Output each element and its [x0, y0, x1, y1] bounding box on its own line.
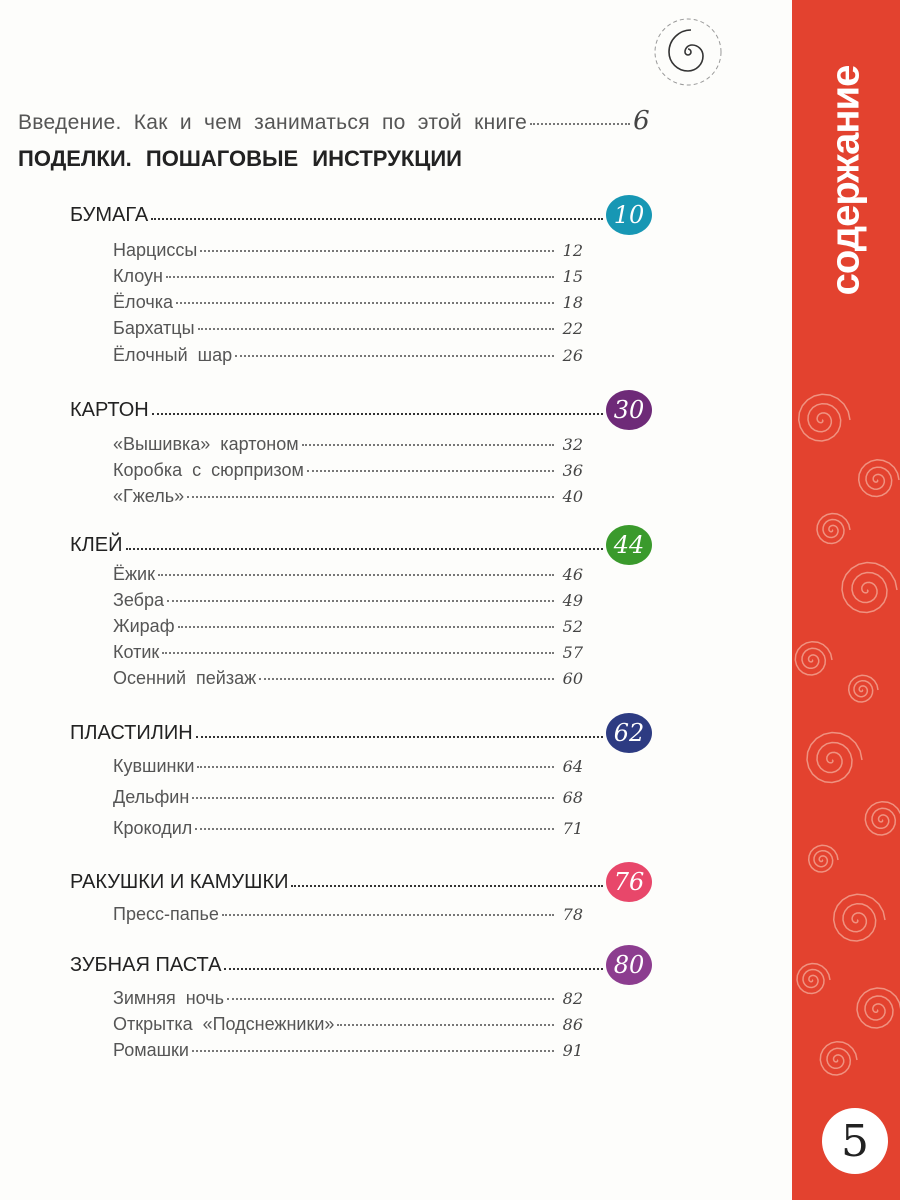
section-page-badge: 62 — [606, 713, 652, 753]
dot-leader — [158, 574, 554, 576]
toc-entry[interactable] — [113, 434, 583, 455]
toc-entry[interactable] — [113, 756, 583, 777]
entry-page: 82 — [562, 989, 583, 1008]
section-title: КЛЕЙ — [70, 533, 123, 556]
entry-page: 86 — [562, 1015, 583, 1034]
toc-section[interactable] — [70, 860, 652, 904]
toc-section[interactable] — [70, 388, 652, 432]
entry-page: 78 — [562, 905, 583, 924]
dot-leader — [176, 302, 554, 304]
entry-label: «Вышивка» картоном — [113, 434, 299, 454]
swirl-mark — [795, 642, 832, 675]
entry-label: Осенний пейзаж — [113, 668, 257, 688]
section-title: БУМАГА — [70, 203, 149, 226]
swirl-mark — [842, 563, 897, 613]
entry-label: Зебра — [113, 590, 165, 610]
intro-label: Введение. Как и чем заниматься по этой книге — [18, 111, 528, 134]
toc-entry[interactable] — [113, 616, 583, 637]
entry-page: 68 — [562, 788, 583, 807]
entry-label: Клоун — [113, 266, 163, 286]
entry-label: Дельфин — [113, 787, 190, 807]
swirl-mark — [817, 514, 850, 544]
toc-entry[interactable] — [113, 1040, 583, 1061]
dot-leader — [235, 355, 554, 357]
dot-leader — [151, 218, 603, 220]
swirl-mark — [834, 894, 885, 941]
intro-page: 6 — [633, 106, 650, 136]
swirl-mark — [809, 845, 838, 872]
dot-leader — [126, 548, 604, 550]
entry-page: 52 — [562, 617, 583, 636]
section-page-badge: 10 — [606, 195, 652, 235]
dot-leader — [224, 968, 603, 970]
entry-label: Ёлочный шар — [113, 345, 233, 365]
part-heading: ПОДЕЛКИ. ПОШАГОВЫЕ ИНСТРУКЦИИ — [18, 146, 462, 171]
entry-label: Котик — [113, 642, 160, 662]
entry-page: 22 — [562, 319, 583, 338]
page-number: 5 — [822, 1108, 888, 1174]
toc-entry[interactable] — [113, 590, 583, 611]
entry-page: 18 — [562, 293, 583, 312]
toc-entry[interactable] — [113, 292, 583, 313]
toc-entry[interactable] — [113, 787, 583, 808]
entry-label: Крокодил — [113, 818, 193, 838]
swirl-pattern — [792, 360, 900, 1100]
dot-leader — [196, 736, 603, 738]
entry-label: Пресс-папье — [113, 904, 219, 924]
entry-page: 26 — [562, 346, 583, 365]
entry-label: Ёжик — [113, 564, 155, 584]
swirl-mark — [849, 675, 878, 702]
entry-label: Ромашки — [113, 1040, 189, 1060]
entry-page: 71 — [562, 819, 583, 838]
toc-section[interactable] — [70, 523, 652, 567]
entry-page: 46 — [562, 565, 583, 584]
section-page-badge: 80 — [606, 945, 652, 985]
dot-leader — [259, 678, 554, 680]
entry-label: Зимняя ночь — [113, 988, 225, 1008]
section-title: ПЛАСТИЛИН — [70, 721, 193, 744]
entry-label: Бархатцы — [113, 318, 195, 338]
dot-leader — [167, 600, 554, 602]
toc-entry[interactable] — [113, 1014, 583, 1035]
toc-entry[interactable] — [113, 904, 583, 925]
swirl-mark — [859, 460, 899, 497]
swirl-mark — [820, 1042, 857, 1075]
dot-leader — [198, 328, 554, 330]
toc-section[interactable] — [70, 711, 652, 755]
swirl-mark — [799, 394, 850, 441]
dot-leader — [187, 496, 554, 498]
dot-leader — [291, 885, 603, 887]
toc-entry[interactable] — [113, 486, 583, 507]
toc-entry[interactable] — [113, 668, 583, 689]
dot-leader — [227, 998, 554, 1000]
swirl-mark — [865, 802, 900, 835]
entry-label: Коробка с сюрпризом — [113, 460, 304, 480]
entry-page: 15 — [562, 267, 583, 286]
entry-label: Ёлочка — [113, 292, 173, 312]
entry-page: 64 — [562, 757, 583, 776]
toc-entry[interactable] — [113, 266, 583, 287]
toc-entry[interactable] — [113, 318, 583, 339]
toc-entry[interactable] — [113, 988, 583, 1009]
section-title: ЗУБНАЯ ПАСТА — [70, 953, 222, 976]
entry-page: 60 — [562, 669, 583, 688]
section-page-badge: 76 — [606, 862, 652, 902]
entry-page: 91 — [562, 1041, 583, 1060]
toc-entry[interactable] — [113, 345, 583, 366]
toc-entry[interactable] — [113, 240, 583, 261]
section-title: КАРТОН — [70, 398, 149, 421]
entry-page: 36 — [562, 461, 583, 480]
dot-leader — [337, 1024, 554, 1026]
entry-page: 57 — [562, 643, 583, 662]
entry-label: Кувшинки — [113, 756, 195, 776]
swirl-mark — [807, 733, 862, 783]
entry-label: Открытка «Подснежники» — [113, 1014, 335, 1034]
dot-leader — [197, 766, 554, 768]
dot-leader — [222, 914, 554, 916]
entry-label: «Гжель» — [113, 486, 185, 506]
dot-leader — [178, 626, 554, 628]
entry-page: 40 — [562, 487, 583, 506]
swirl-mark — [857, 988, 900, 1028]
dot-leader — [195, 828, 554, 830]
toc-section[interactable] — [70, 193, 652, 237]
spiral-icon — [648, 12, 728, 92]
dot-leader — [302, 444, 554, 446]
dot-leader — [166, 276, 554, 278]
band-title: содержание — [823, 65, 868, 295]
dot-leader — [200, 250, 554, 252]
toc-entry-intro[interactable] — [18, 106, 650, 136]
dot-leader — [152, 413, 603, 415]
section-title: РАКУШКИ И КАМУШКИ — [70, 870, 289, 893]
toc-entry[interactable] — [113, 460, 583, 481]
toc-entry[interactable] — [113, 818, 583, 839]
entry-page: 32 — [562, 435, 583, 454]
dot-leader — [530, 123, 630, 125]
dot-leader — [307, 470, 554, 472]
entry-label: Нарциссы — [113, 240, 198, 260]
swirl-mark — [797, 964, 830, 994]
dot-leader — [192, 797, 554, 799]
dot-leader — [192, 1050, 554, 1052]
section-page-badge: 30 — [606, 390, 652, 430]
toc-entry[interactable] — [113, 564, 583, 585]
toc-entry[interactable] — [113, 642, 583, 663]
dot-leader — [162, 652, 554, 654]
toc-section[interactable] — [70, 943, 652, 987]
entry-label: Жираф — [113, 616, 175, 636]
entry-page: 12 — [562, 241, 583, 260]
entry-page: 49 — [562, 591, 583, 610]
section-page-badge: 44 — [606, 525, 652, 565]
